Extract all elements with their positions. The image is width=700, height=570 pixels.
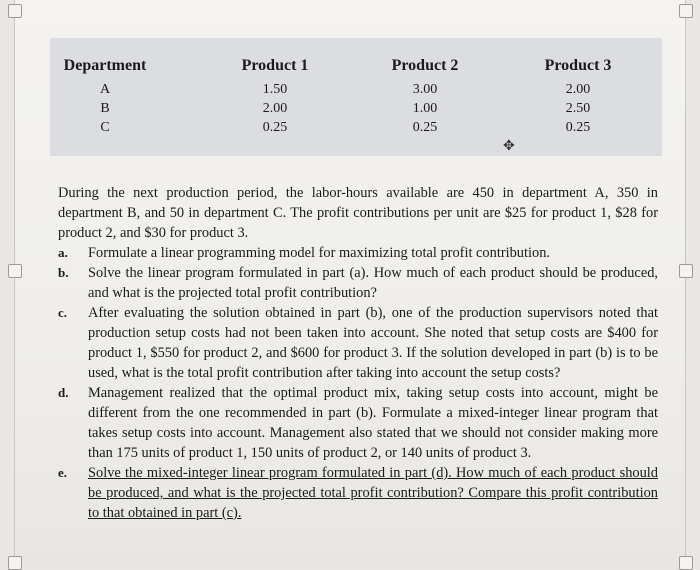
product-3-values [528,80,628,137]
table-cell: 0.25 [412,120,438,135]
part-e [58,463,658,523]
resize-handle-top-left[interactable] [8,4,22,18]
resize-handle-bottom-right[interactable] [679,556,693,570]
table-cell: 0.25 [565,120,591,135]
product-1-values [230,80,320,137]
part-b [58,263,658,303]
move-cursor-icon: ✥ [503,139,515,154]
part-a [58,243,658,263]
table-cell: 1.50 [262,82,288,97]
table-cell: C [100,120,110,135]
part-text: Formulate a linear programming model for maximizing total profit contribution. [88,245,550,261]
page-right-edge [685,0,686,569]
product-2-header: Product 2 [391,57,459,74]
problem-text [58,183,658,523]
product-1-header: Product 1 [241,57,309,74]
product-1-column [230,56,320,137]
part-letter: d. [58,385,69,400]
part-text: Management realized that the optimal product mix, taking setup costs into account, might be different from the one recommended in part (b). Formulate a mixed-integer linear program that takes setup costs into account. Management also stated that we should not consider making more than 175 units of product 1, 150 units of product 2, or 140 units of product 3. [88,385,658,461]
department-header: Department [63,57,147,74]
part-d [58,383,658,463]
department-values [60,80,150,137]
part-text: Solve the mixed-integer linear program formulated in part (d). How much of each product should be produced, and what is the projected total profit contribution? Compare this profit contribution to that obtained in part (c). [88,465,658,521]
part-letter: e. [58,465,68,480]
resize-handle-bottom-left[interactable] [8,556,22,570]
page-left-edge [14,0,15,569]
resize-handle-left[interactable] [8,264,22,278]
table-cell: 3.00 [412,82,438,97]
table-cell: 0.25 [262,120,288,135]
table-cell: 2.00 [565,82,591,97]
product-3-column [528,56,628,137]
part-letter: a. [58,245,68,260]
table-cell: B [100,101,110,116]
product-3-header: Product 3 [544,57,612,74]
table-cell: 2.50 [565,101,591,116]
table-cell: 1.00 [412,101,438,116]
labor-hours-table [50,38,662,156]
part-c [58,303,658,383]
problem-intro: During the next production period, the labor-hours available are 450 in department A, 350 in department B, and 50 in department C. The profit contributions per unit are $25 for product 1, $28 for product 2, and $30 for product 3. [58,185,658,241]
product-2-column [380,56,470,137]
resize-handle-top-right[interactable] [679,4,693,18]
part-letter: c. [58,305,68,320]
resize-handle-right[interactable] [679,264,693,278]
table-cell: 2.00 [262,101,288,116]
part-text: Solve the linear program formulated in part (a). How much of each product should be produced, and what is the projected total profit contribution? [88,265,658,301]
table-cell: A [99,82,111,97]
part-letter: b. [58,265,69,280]
department-column [60,56,150,137]
part-text: After evaluating the solution obtained in part (b), one of the production supervisors noted that production setup costs had not been taken into account. She noted that setup costs are $400 for product 1, $550 for product 2, and $600 for product 3. If the solution developed in part (b) is to be used, what is the total profit contribution after taking into account the setup costs? [88,305,658,381]
product-2-values [380,80,470,137]
